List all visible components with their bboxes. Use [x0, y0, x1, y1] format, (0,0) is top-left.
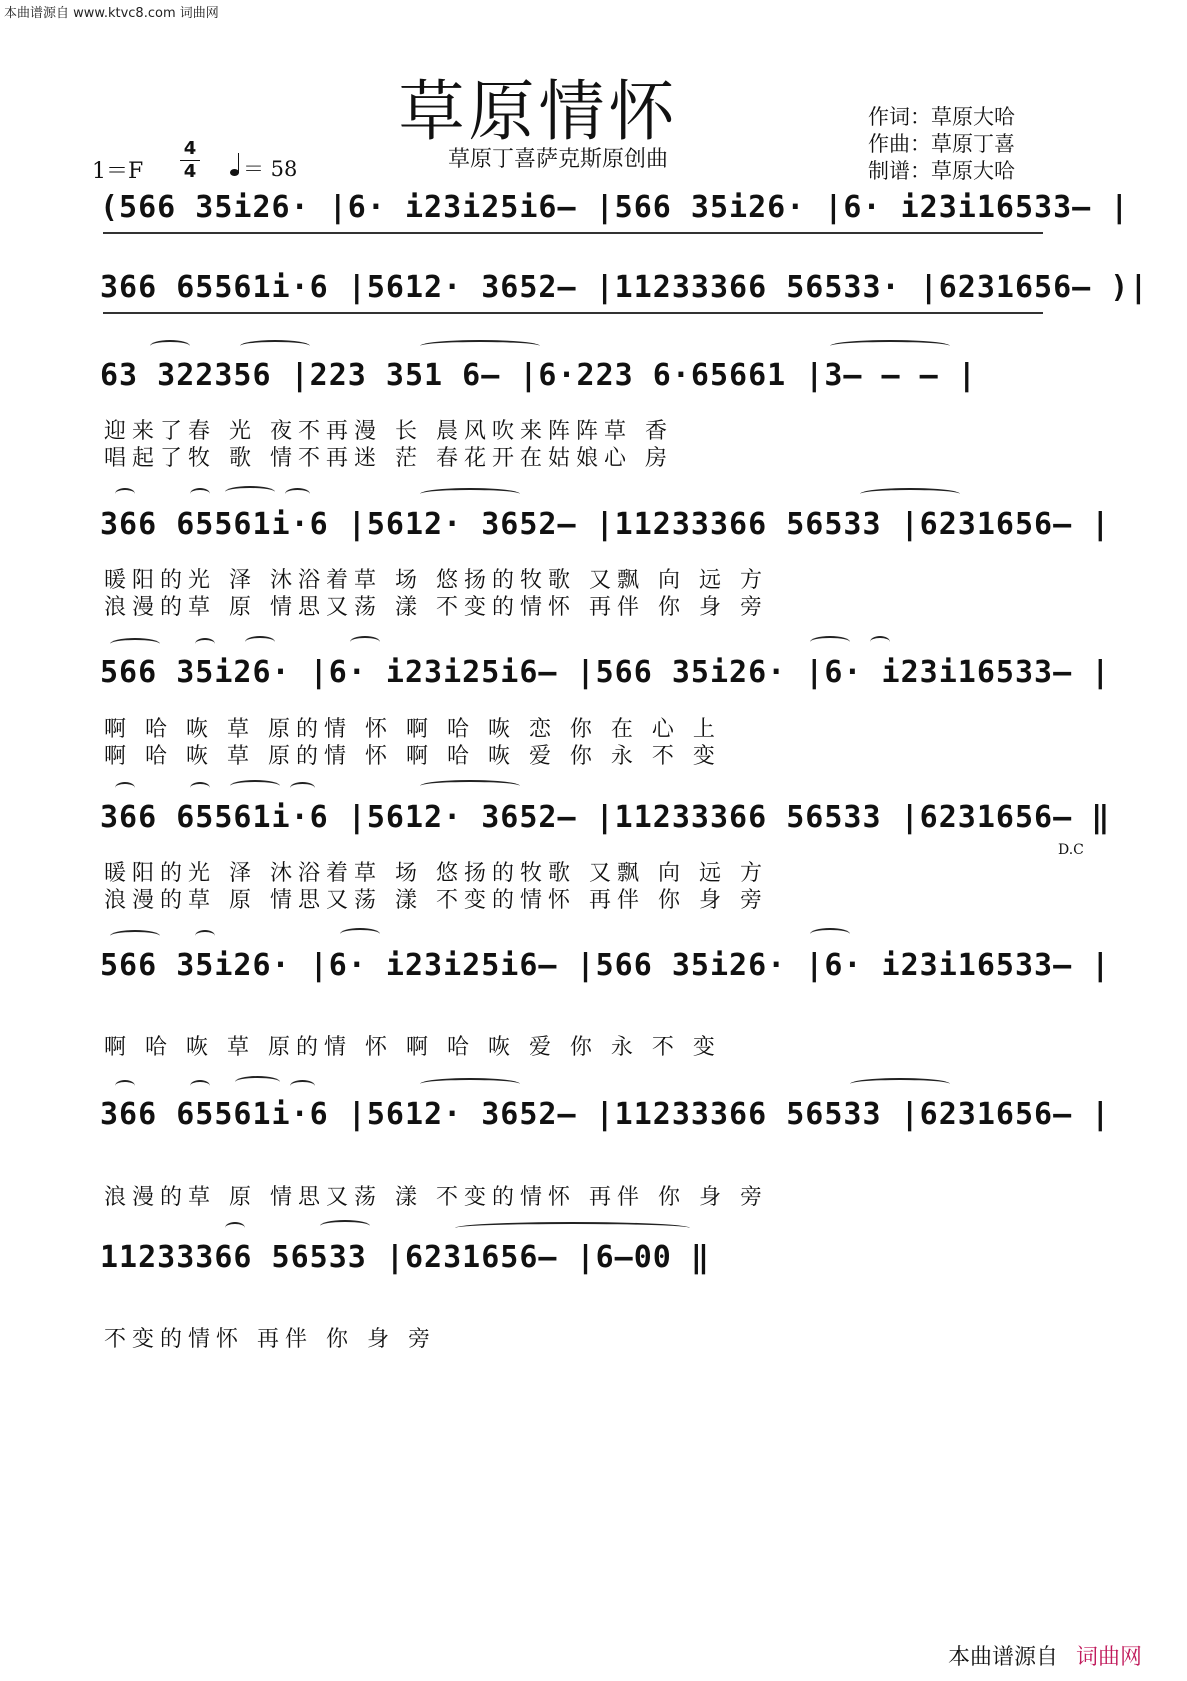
slur [115, 782, 135, 794]
notation-credit: 制谱：草原大哈 [868, 159, 1015, 183]
beam-line [103, 312, 1043, 314]
slur [860, 488, 960, 500]
slur [110, 638, 160, 650]
beam-line [103, 232, 1043, 234]
lyric-verse: 啊 哈 咴 草 原的情 怀 啊 哈 咴 爱 你 永 不 变 [104, 1035, 721, 1060]
time-signature: 4 4 [180, 138, 200, 183]
slur [245, 636, 275, 648]
notation-line-6: 366 65561i·6 |5612· 3652– |11233366 56533 |6231656– ‖ [100, 800, 1111, 835]
footer-brand-link[interactable]: 词曲网 [1076, 1645, 1143, 1670]
slur [830, 340, 950, 352]
slur [290, 1080, 315, 1092]
slur [110, 930, 160, 942]
slur [340, 928, 380, 940]
footer-source-label: 本曲谱源自 [948, 1645, 1059, 1670]
slur [195, 638, 215, 650]
notation-line-7: 566 35i26· |6· i23i25i6– |566 35i26· |6· i23i16533– | [100, 948, 1111, 983]
slur [810, 636, 850, 648]
slur [850, 1078, 950, 1090]
slur [225, 486, 275, 498]
lyric-verse-2: 啊 哈 咴 草 原的情 怀 啊 哈 咴 爱 你 永 不 变 [104, 744, 721, 769]
source-watermark: 本曲谱源自 www.ktvc8.com 词曲网 [4, 6, 219, 21]
slur [290, 782, 315, 794]
slur [150, 340, 190, 352]
slur [420, 488, 520, 500]
slur [195, 930, 215, 942]
da-capo-mark: D.C [1058, 842, 1084, 858]
slur [240, 340, 310, 352]
slur [285, 488, 310, 500]
footer-watermark [948, 1640, 1142, 1671]
credits [868, 104, 1015, 185]
slur [190, 1080, 210, 1092]
tempo-marking: ＝ 58 [230, 153, 297, 183]
slur [455, 1222, 690, 1234]
lyric-verse: 浪漫的草 原 情思又荡 漾 不变的情怀 再伴 你 身 旁 [104, 1185, 768, 1210]
slur [350, 636, 380, 648]
lyric-verse-2: 浪漫的草 原 情思又荡 漾 不变的情怀 再伴 你 身 旁 [104, 595, 768, 620]
notation-line-8: 366 65561i·6 |5612· 3652– |11233366 56533 |6231656– | [100, 1097, 1111, 1132]
slur [115, 488, 135, 500]
lyric-verse-1: 暖阳的光 泽 沐浴着草 场 悠扬的牧歌 又飘 向 远 方 [104, 861, 768, 886]
notation-line-4: 366 65561i·6 |5612· 3652– |11233366 56533 |6231656– | [100, 507, 1111, 542]
key-signature: 1＝F [92, 159, 144, 184]
slur [115, 1080, 135, 1092]
slur [225, 1222, 245, 1234]
slur [190, 488, 210, 500]
lyric-verse-2: 浪漫的草 原 情思又荡 漾 不变的情怀 再伴 你 身 旁 [104, 888, 768, 913]
lyric-verse-1: 啊 哈 咴 草 原的情 怀 啊 哈 咴 恋 你 在 心 上 [104, 717, 721, 742]
slur [870, 636, 890, 648]
notation-line-2: 366 65561i·6 |5612· 3652– |11233366 56533· |6231656– )| [100, 270, 1149, 305]
notation-line-3: 63 322356 |223 351 6– |6·223 6·65661 |3– – – | [100, 358, 977, 393]
lyric-verse-2: 唱起了牧 歌 情不再迷 茫 春花开在姑娘心 房 [104, 446, 673, 471]
slur [810, 928, 850, 940]
song-title: 草原情怀 [398, 73, 679, 150]
slur [320, 1220, 370, 1232]
slur [235, 1076, 280, 1088]
slur [420, 340, 540, 352]
lyric-verse-1: 暖阳的光 泽 沐浴着草 场 悠扬的牧歌 又飘 向 远 方 [104, 568, 768, 593]
notation-line-9: 11233366 56533 |6231656– |6–00 ‖ [100, 1240, 710, 1275]
slur [190, 782, 210, 794]
slur [420, 780, 520, 792]
lyric-verse-1: 迎来了春 光 夜不再漫 长 晨风吹来阵阵草 香 [104, 419, 673, 444]
lyric-verse: 不变的情怀 再伴 你 身 旁 [104, 1327, 436, 1352]
slur [420, 1078, 520, 1090]
subtitle: 草原丁喜萨克斯原创曲 [448, 147, 669, 172]
notation-line-1: (566 35i26· |6· i23i25i6– |566 35i26· |6· i23i16533– | [100, 190, 1130, 225]
quarter-note-icon [230, 169, 239, 176]
composer-credit: 作曲：草原丁喜 [868, 132, 1015, 156]
lyricist-credit: 作词：草原大哈 [868, 105, 1015, 129]
notation-line-5: 566 35i26· |6· i23i25i6– |566 35i26· |6· i23i16533– | [100, 655, 1111, 690]
slur [230, 780, 280, 792]
